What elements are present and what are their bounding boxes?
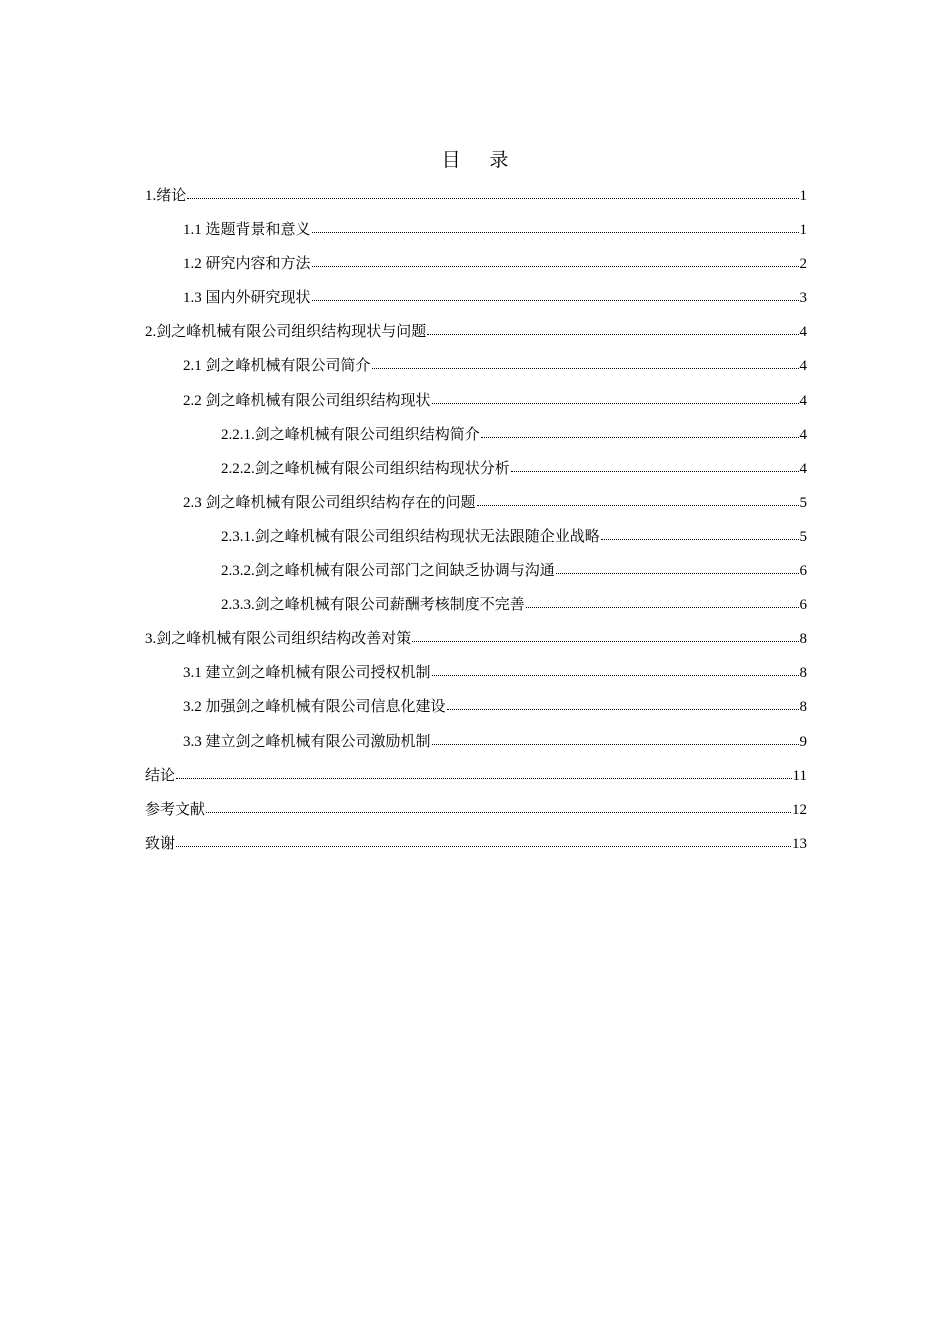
toc-dot-leader (432, 390, 799, 405)
toc-entry-page-number: 9 (799, 733, 807, 750)
toc-entry-label: 结论 (145, 767, 176, 784)
toc-dot-leader (176, 833, 791, 848)
toc-entry-page-number: 5 (799, 528, 807, 545)
toc-entry[interactable] (145, 421, 807, 455)
toc-entry-page-number: 11 (792, 767, 807, 784)
toc-entry-page-number: 5 (799, 494, 807, 511)
toc-entry-page-number: 4 (799, 460, 807, 477)
toc-entry-page-number: 3 (799, 290, 807, 307)
toc-entry[interactable] (145, 216, 807, 250)
toc-entry[interactable] (145, 693, 807, 727)
toc-entry[interactable] (145, 796, 807, 830)
toc-entry-page-number: 4 (799, 426, 807, 443)
toc-entry-label: 1.1 选题背景和意义 (183, 222, 311, 239)
toc-entry-label: 2.3.2.剑之峰机械有限公司部门之间缺乏协调与沟通 (221, 563, 555, 580)
toc-entry[interactable] (145, 523, 807, 557)
toc-entry[interactable] (145, 659, 807, 693)
toc-dot-leader (427, 321, 798, 336)
toc-entry[interactable] (145, 318, 807, 352)
toc-entry[interactable] (145, 352, 807, 386)
toc-dot-leader (477, 492, 799, 507)
toc-entry-label: 致谢 (145, 835, 176, 852)
toc-entry[interactable] (145, 250, 807, 284)
toc-entry-label: 3.剑之峰机械有限公司组织结构改善对策 (145, 631, 412, 648)
toc-dot-leader (511, 458, 799, 473)
toc-entry[interactable] (145, 455, 807, 489)
toc-entry[interactable] (145, 625, 807, 659)
toc-entry-label: 2.1 剑之峰机械有限公司简介 (183, 358, 371, 375)
toc-dot-leader (447, 696, 799, 711)
toc-entry[interactable] (145, 830, 807, 864)
toc-dot-leader (556, 560, 799, 575)
toc-dot-leader (206, 799, 791, 814)
toc-entry[interactable] (145, 557, 807, 591)
toc-entry-page-number: 13 (792, 835, 807, 852)
toc-entry-label: 2.3 剑之峰机械有限公司组织结构存在的问题 (183, 494, 476, 511)
toc-entry-label: 1.3 国内外研究现状 (183, 290, 311, 307)
toc-entry[interactable] (145, 591, 807, 625)
toc-entry[interactable] (145, 182, 807, 216)
toc-dot-leader (432, 662, 799, 677)
toc-title: 目 录 (441, 150, 521, 171)
toc-entry-page-number: 1 (799, 188, 807, 204)
toc-entry-page-number: 8 (799, 665, 807, 682)
toc-entry-page-number: 4 (799, 392, 807, 409)
toc-entry-label: 1.2 研究内容和方法 (183, 256, 311, 273)
toc-entry-label: 3.3 建立剑之峰机械有限公司激励机制 (183, 733, 431, 750)
toc-entry-page-number: 8 (799, 699, 807, 716)
toc-entry-label: 1.绪论 (145, 188, 187, 204)
toc-dot-leader (312, 253, 799, 268)
toc-dot-leader (601, 526, 799, 541)
toc-entry-page-number: 2 (799, 256, 807, 273)
toc-entry-label: 2.剑之峰机械有限公司组织结构现状与问题 (145, 324, 427, 341)
toc-entry-page-number: 6 (799, 563, 807, 580)
toc-entry-label: 参考文献 (145, 801, 206, 818)
toc-dot-leader (412, 628, 798, 643)
toc-dot-leader (187, 185, 798, 200)
toc-list (145, 182, 807, 864)
toc-entry-label: 2.2 剑之峰机械有限公司组织结构现状 (183, 392, 431, 409)
toc-entry[interactable] (145, 387, 807, 421)
toc-dot-leader (312, 219, 799, 234)
toc-entry-page-number: 12 (792, 801, 807, 818)
toc-entry-page-number: 4 (799, 358, 807, 375)
toc-dot-leader (481, 424, 799, 439)
toc-entry[interactable] (145, 762, 807, 796)
toc-entry-label: 2.2.1.剑之峰机械有限公司组织结构简介 (221, 426, 480, 443)
toc-entry-page-number: 1 (799, 222, 807, 239)
toc-entry-label: 3.2 加强剑之峰机械有限公司信息化建设 (183, 699, 446, 716)
toc-entry[interactable] (145, 489, 807, 523)
toc-entry-label: 2.3.3.剑之峰机械有限公司薪酬考核制度不完善 (221, 597, 525, 614)
toc-entry-label: 3.1 建立剑之峰机械有限公司授权机制 (183, 665, 431, 682)
toc-entry[interactable] (145, 284, 807, 318)
toc-entry[interactable] (145, 728, 807, 762)
toc-entry-label: 2.3.1.剑之峰机械有限公司组织结构现状无法跟随企业战略 (221, 528, 600, 545)
toc-entry-page-number: 4 (799, 324, 807, 341)
toc-dot-leader (526, 594, 799, 609)
toc-dot-leader (176, 765, 792, 780)
toc-dot-leader (312, 287, 799, 302)
toc-entry-page-number: 6 (799, 597, 807, 614)
toc-dot-leader (372, 355, 799, 370)
toc-dot-leader (432, 731, 799, 746)
toc-entry-label: 2.2.2.剑之峰机械有限公司组织结构现状分析 (221, 460, 510, 477)
toc-entry-page-number: 8 (799, 631, 807, 648)
